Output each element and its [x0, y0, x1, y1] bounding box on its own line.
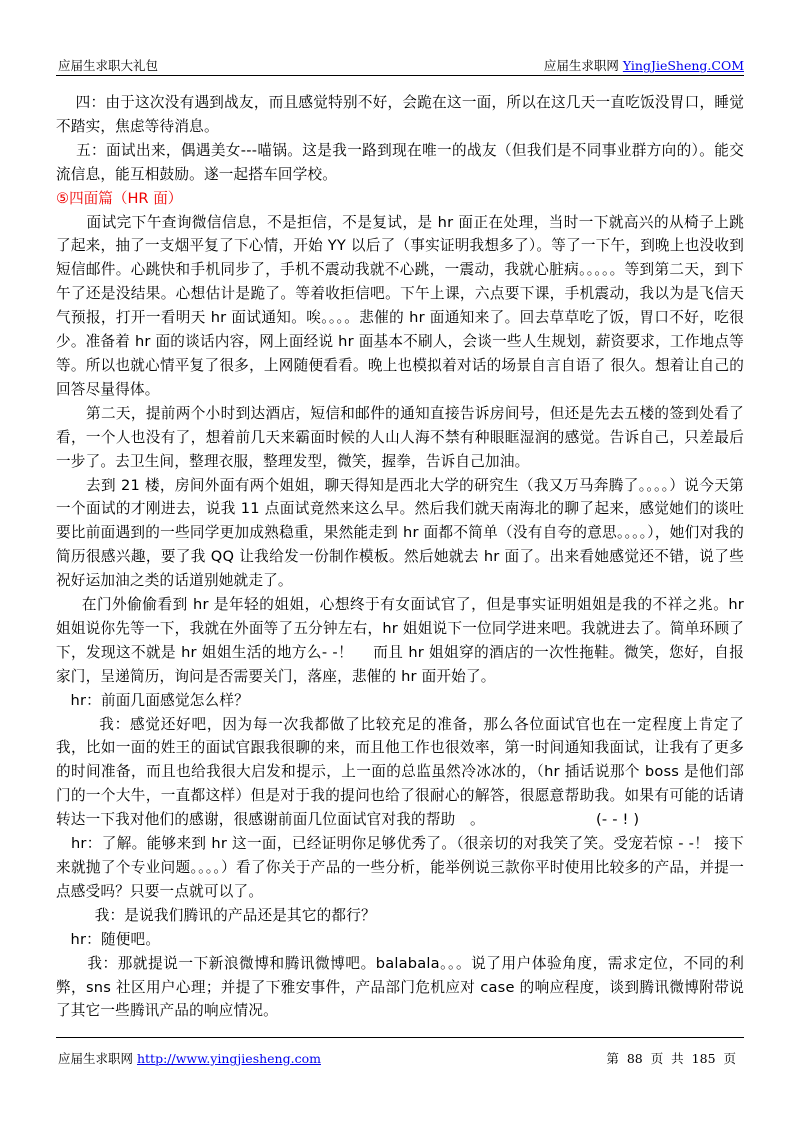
dialog-me-1: 我：感觉还好吧，因为每一次我都做了比较充足的准备，那么各位面试官也在一定程度上肯定了我，比如一面的姓王的面试官跟我很聊的来，而且他工作也很效率，第一时间通知我面试，让我有了更多的时间准备，而且也给我很大启发和提示，上一面的总监虽然冷冰冰的，（hr 插话说那个 boss 是他们部门的一个大牛，一直都这样）但是对于我的提问也给了很耐心的解答，很愿意帮助我。如果有可能的话请转达一下我对他们的感谢，很感谢前面几位面试官对我的帮助 。 (- - ! ) [56, 715, 744, 829]
dialog-me-2: 我：是说我们腾讯的产品还是其它的都行？ [56, 906, 376, 924]
dialog-hr-1: hr：前面几面感觉怎么样？ [56, 691, 249, 709]
header-site-link[interactable]: YingJieSheng.COM [622, 58, 744, 73]
document-body [56, 91, 749, 1023]
page-header [56, 50, 744, 76]
dialog-hr-3: hr：随便吧。 [56, 930, 161, 948]
header-rule [56, 75, 744, 76]
footer-site-link[interactable]: http://www.yingjiesheng.com [136, 1051, 321, 1066]
footer-rule [56, 1037, 744, 1038]
paragraph-5: 五：面试出来，偶遇美女---喵锅。这是我一路到现在唯一的战友（但我们是不同事业群方向的）。能交流信息，能互相鼓励。遂一起搭车回学校。 [56, 141, 744, 183]
page-number: 第 88 页 共 185 页 [606, 1051, 736, 1066]
paragraph-arrival: 第二天，提前两个小时到达酒店，短信和邮件的通知直接告诉房间号，但还是先去五楼的签到处看了看，一个人也没有了，想着前几天来霸面时候的人山人海不禁有种眼眶湿润的感觉。告诉自己，只差最后一步了。去卫生间，整理衣服，整理发型，微笑，握拳，告诉自己加油。 [56, 404, 744, 470]
paragraph-entering: 在门外偷偷看到 hr 是年轻的姐姐，心想终于有女面试官了，但是事实证明姐姐是我的不祥之兆。hr 姐姐说你先等一下，我就在外面等了五分钟左右，hr 姐姐说下一位同学进来吧。我就进去了。简单环顾了下，发现这不就是 hr 姐姐生活的地方么- -！ 而且 hr 姐姐穿的酒店的一次性拖鞋。微笑，您好，自报家门，呈递简历，询问是否需要关门，落座，悲催的 hr 面开始了。 [56, 596, 749, 685]
section-heading: ⑤四面篇（HR 面） [56, 189, 183, 207]
header-title: 应届生求职大礼包 [58, 58, 159, 73]
dialog-hr-2: hr：了解。能够来到 hr 这一面，已经证明你足够优秀了。（很亲切的对我笑了笑。受宠若惊 - -！ 接下来就抛了个专业问题。。。。）看了你关于产品的一些分析，能举例说三款你平时使用比较多的产品，并提一点感受吗？只要一点就可以了。 [56, 835, 744, 900]
footer-site-label: 应届生求职网 [58, 1051, 137, 1066]
footer-site [58, 1049, 321, 1067]
paragraph-waiting: 去到 21 楼，房间外面有两个姐姐，聊天得知是西北大学的研究生（我又万马奔腾了。。。。）说今天第一个面试的才刚进去，说我 11 点面试竟然来这么早。然后我们就天南海北的聊了起来，感觉她们的谈吐要比前面遇到的一些同学更加成熟稳重，果然能走到 hr 面都不简单（没有自夸的意思。。。。），她们对我的简历很感兴趣，要了我 QQ 让我给发一份制作模板。然后她就去 hr 面了。出来看她感觉还不错，说了些祝好运加油之类的话道别她就走了。 [56, 476, 744, 590]
header-site [544, 56, 744, 74]
paragraph-4: 四：由于这次没有遇到战友，而且感觉特别不好，会跪在这一面，所以在这几天一直吃饭没胃口，睡觉不踏实，焦虑等待消息。 [56, 94, 744, 135]
dialog-me-3: 我：那就提说一下新浪微博和腾讯微博吧。balabala。。。说了用户体验角度，需求定位，不同的利弊，sns 社区用户心理；并提了下雅安事件，产品部门危机应对 case 的响应程度，谈到腾讯微博附带说了其它一些腾讯产品的响应情况。 [56, 954, 744, 1020]
paragraph-hr-notice: 面试完下午查询微信信息，不是拒信，不是复试，是 hr 面正在处理，当时一下就高兴的从椅子上跳了起来，抽了一支烟平复了下心情，开始 YY 以后了（事实证明我想多了）。等了一下午，到晚上也没收到短信邮件。心跳快和手机同步了，手机不震动我就不心跳，一震动，我就心脏病。。。。。等到第二天，到下午了还是没结果。心想估计是跪了。等着收拒信吧。下午上课，六点要下课，手机震动，我以为是飞信天气预报，打开一看明天 hr 面试通知。唉。。。。悲催的 hr 面通知来了。回去草草吃了饭，胃口不好，吃很少。准备着 hr 面的谈话内容，网上面经说 hr 面基本不刷人，会谈一些人生规划，薪资要求，工作地点等等。所以也就心情平复了很多，上网随便看看。晚上也模拟着对话的场景自言自语了 很久。想着让自己的回答尽量得体。 [56, 213, 744, 398]
page-footer [56, 1037, 744, 1067]
header-site-label: 应届生求职网 [543, 58, 623, 73]
